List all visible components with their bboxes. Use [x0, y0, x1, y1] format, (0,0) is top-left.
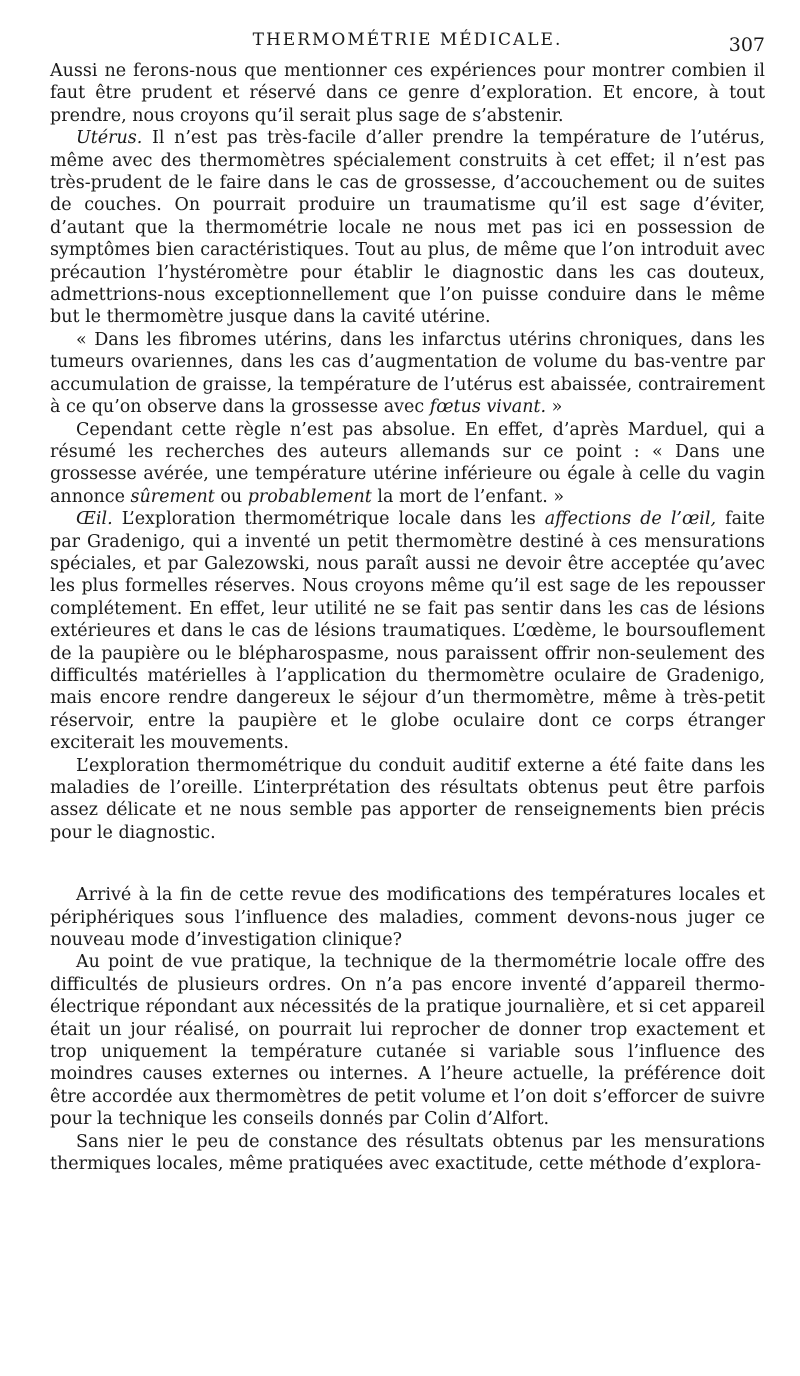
- oeil-italic: affections de l’œil,: [544, 509, 717, 530]
- page-number: 307: [728, 34, 765, 56]
- section-lead-oeil: Œil.: [76, 509, 113, 530]
- paragraph-pratique: Au point de vue pratique, la technique de la thermométrie locale offre des difficultés de plusieurs ordres. On n’a pas encore inventé d’appareil thermo-électrique répondant aux nécessités de la pratique journalière, et si cet appareil était un jour réalisé, on pourrait lui reprocher de donner trop exactement et trop uniquement la température cutanée si variable sous l’influence des moindres causes externes ou internes. A l’heure actuelle, la préférence doit être accordée aux thermomètres de petit volume et l’on doit s’efforcer de suivre pour la technique les conseils donnés par Colin d’Alfort.: [50, 952, 765, 1130]
- paragraph-conclusion: Arrivé à la fin de cette revue des modifications des températures locales et périphériques sous l’influence des maladies, comment devons-nous juger ce nouveau mode d’investigation clinique?: [50, 885, 765, 951]
- section-gap: [50, 844, 765, 884]
- paragraph-uterus: [50, 127, 765, 329]
- section-lead-uterus: Utérus.: [76, 128, 143, 149]
- page-header: [50, 30, 765, 56]
- marduel-italic-2: probablement: [247, 486, 372, 507]
- quote-end: »: [546, 397, 563, 418]
- marduel-italic-1: sûrement: [130, 486, 215, 507]
- paragraph-oreille: L’exploration thermométrique du conduit auditif externe a été faite dans les maladies de l’oreille. L’interprétation des résultats obtenus peut être parfois assez délicate et ne nous semble pas apporter de renseignements bien précis pour le diagnostic.: [50, 755, 765, 843]
- paragraph-marduel: [50, 419, 765, 509]
- paragraph-quote-fibromes: [50, 329, 765, 419]
- body-text: [50, 60, 765, 1176]
- oeil-text-2: faite par Gradenigo, qui a inventé un petit thermomètre destiné à ces mensurations spéciales, et par Galezowski, nous paraît aussi ne devoir être acceptée qu’avec les plus formelles réserves. Nous croyons même qu’il est sage de les repousser complétement. En effet, leur utilité ne se fait pas sentir dans les cas de lésions extérieures et dans le cas de lésions traumatiques. L’œdème, le boursouflement de la paupière ou le blépharospasme, nous paraissent offrir non-seulement des difficultés matérielles à l’application du thermomètre oculaire de Gradenigo, mais encore rendre dangereux le séjour d’un thermomètre, même à très-petit réservoir, entre la paupière et le globe oculaire dont ce corps étranger exciterait les mouvements.: [50, 509, 766, 754]
- quote-italic: fœtus vivant.: [429, 397, 547, 418]
- quote-text: « Dans les fibromes utérins, dans les infarctus utérins chroniques, dans les tumeurs ovariennes, dans les cas d’augmentation de volume du bas-ventre par accumulation de graisse, la température de l’utérus est abaissée, contrairement à ce qu’on observe dans la grossesse avec: [50, 329, 765, 418]
- paragraph-methode: Sans nier le peu de constance des résultats obtenus par les mensurations thermiques locales, même pratiquées avec exactitude, cette méthode d’explora-: [50, 1131, 765, 1175]
- paragraph-1: Aussi ne ferons-nous que mentionner ces expériences pour montrer combien il faut être prudent et réservé dans ce genre d’exploration. Et encore, à tout prendre, nous croyons qu’il serait plus sage de s’abstenir.: [50, 61, 765, 126]
- marduel-text-2: ou: [214, 486, 248, 507]
- marduel-text-1: Cependant cette règle n’est pas absolue. En effet, d’après Marduel, qui a résumé les recherches des auteurs allemands sur ce point : « Dans une grossesse avérée, une température utérine inférieure ou égale à celle du vagin annonce: [50, 419, 765, 507]
- paragraph-oeil: [50, 508, 765, 754]
- marduel-text-3: la mort de l’enfant. »: [371, 486, 565, 507]
- paragraph-uterus-text: Il n’est pas très-facile d’aller prendre la température de l’utérus, même avec des thermomètres spécialement construits à cet effet; il n’est pas très-prudent de le faire dans le cas de grossesse, d’accouchement ou de suites de couches. On pourrait produire un traumatisme qu’il est sage d’éviter, d’autant que la thermométrie locale ne nous met pas ici en possession de symptômes bien caractéristiques. Tout au plus, de même que l’on introduit avec précaution l’hystéromètre pour établir le diagnostic dans les cas douteux, admettrions-nous exceptionnellement que l’on puisse conduire dans le même but le thermomètre jusque dans la cavité utérine.: [50, 128, 765, 328]
- running-title: THERMOMÉTRIE MÉDICALE.: [252, 30, 563, 50]
- oeil-text-1: L’exploration thermométrique locale dans les: [112, 509, 545, 530]
